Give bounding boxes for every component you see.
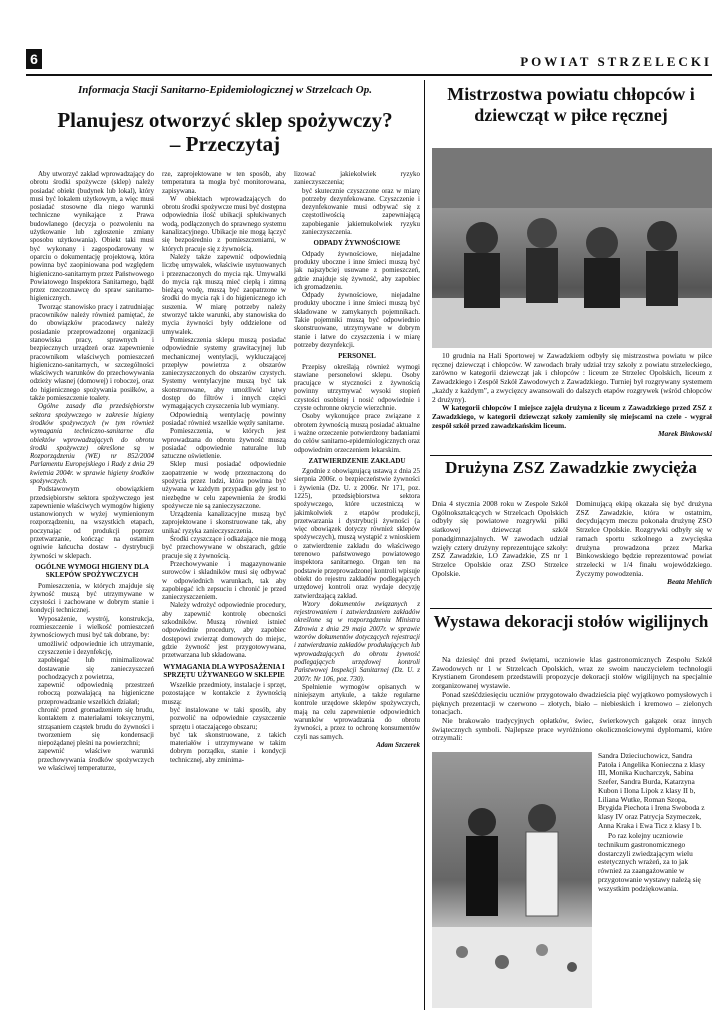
paragraph: Pomieszczenia, w których znajduje się żywność muszą być utrzymywane w czystości i zachowane w dobrym stanie i kondycji technicznej. [30, 581, 154, 615]
paragraph: Pomieszczenia sklepu muszą posiadać odpowiednie systemy grawitacyjnej lub mechanicznej wentylacji, wykluczającej przepływ powietrza z obszarów zanieczyszczonych do obszarów czystych. Systemy wentylacyjne muszą być tak skonstruowane, aby umożliwić łatwy dostęp do filtrów i innych części wymagających czyszczenia lub wymiany. [162, 335, 286, 411]
paragraph: Wzory dokumentów związanych z rejestrowaniem i zatwierdzaniem zakładów określone są w rozporządzeniu Ministra Zdrowia z dnia 29 maja 2007r. w sprawie wzorów dokumentów dotyczących rejestracji i zatwierdzania zakładów produkujących lub wprowadzających do obrotu żywność podlegających urzędowej kontroli Państwowej Inspekcji Sanitarnej (Dz. U. z 2007r. Nr 106, poz. 730). [294, 599, 420, 683]
list-item: • być tak skonstruowane, z takich materiałów i utrzymywane w takim dobrym porządku, stanie i kondycji technicznej, aby zminima- [170, 731, 286, 764]
exhibition-title: Wystawa dekoracji stołów wigilijnych [433, 612, 709, 631]
paragraph: Na dziesięć dni przed świętami, uczniowie klas gastronomicznych Zespołu Szkół Zawodowych nr 1 w Strzelcach Opolskich, wraz ze swoim nauczycielem technologii Krystianem Grondesem przedstawili propozycje dekoracji stołów wigilijnych na specjalnie zorganizowanej wystawie. [432, 655, 712, 691]
paragraph: Wszelkie przedmioty, instalacje i sprzęt, pozostające w kontakcie z żywnością muszą: [162, 681, 286, 706]
list-item: • zapewnić odpowiednią przestrzeń roboczą pozwalającą na higieniczne przeprowadzanie wszelkich działań; [38, 681, 154, 706]
subheading: WYMAGANIA DLA WYPOSAŻENIA I SPRZĘTU UŻYWANEGO W SKLEPIE [163, 662, 285, 679]
equipment-list [162, 706, 286, 764]
list-item: • być skutecznie czyszczone oraz w miarę potrzeby dezynfekowane. Czyszczenie i dezynfekowanie musi odbywać się z częstotliwością zapewniającą zapobieganie jakiemukolwiek ryzyku zanieczyszczenia. [302, 187, 420, 237]
column-divider [424, 80, 425, 1010]
subheading: ZATWIERDZENIE ZAKŁADU [308, 456, 406, 465]
paragraph: Zgodnie z obowiązującą ustawą z dnia 25 sierpnia 2006r. o bezpieczeństwie żywności i żywienia (Dz. U. z 2006r. Nr 171, poz. 1225), przedsiębiorstwa sektora spożywczego, które uczestniczą w jakimkolwiek z etapów produkcji, przetwarzania i dystrybucji żywności (a więc obowiązek dotyczy również sklepów spożywczych), muszą wystąpić z wnioskiem o zatwierdzenie zakładu do właściwego terenowo państwowego powiatowego inspektora sanitarnego. Organ ten na podstawie przeprowadzonej kontroli wpisuje obiekt do rejestru zakładów podlegających urzędowej kontroli oraz wydaje decyzję zatwierdzającą zakład. [294, 467, 420, 600]
list-item: • zapobiegać lub minimalizować dostawanie się zanieczyszczeń pochodzących z powietrza, [38, 656, 154, 681]
paragraph: Pomieszczenia, w których jest wprowadzana do obrotu żywność muszą posiadać odpowiednie naturalne lub sztuczne oświetlenie. [162, 427, 286, 461]
paragraph: Ogólne zasady dla przedsiębiorstw sektora spożywczego w zakresie higieny środków spożywczych (w tym również wymagania techniczno-sanitarne dla obiektów wprowadzających do obrotu środki spożywcze) określone są w Rozporządzeniu (WE) nr 852/2004 Parlamentu Europejskiego i Rady z dnia 29 kwietnia 2004r. w sprawie higieny środków spożywczych. [30, 402, 154, 485]
header-divider [26, 74, 712, 76]
subheading: ODPADY ŻYWNOŚCIOWE [313, 239, 401, 248]
paragraph: Przepisy określają również wymogi stawiane personelowi sklepu. Osoby pracujące w styczności z żywnością powinny utrzymywać wysoki stopień czystości osobistej i nosić odpowiednie i czyste ochronne okrycie wierzchnie. [294, 362, 420, 413]
list-item: • umożliwić odpowiednie ich utrzymanie, czyszczenie i dezynfekcję, [38, 640, 154, 657]
requirements-list [30, 640, 154, 773]
author-signature: Marek Binkowski [657, 429, 712, 439]
exhibition-intro [432, 656, 712, 743]
paragraph: lizować jakiekolwiek ryzyko zanieczyszczenia; [294, 170, 420, 187]
paragraph: Środki czyszczące i odkażające nie mogą być przechowywane w obszarach, gdzie pracuje się z żywnością. [162, 535, 286, 560]
paragraph: Przechowywanie i magazynowanie surowców i składników musi się odbywać w odpowiednich warunkach, tak aby zapobiegać ich zepsuciu i chronić je przed zanieczyszczeniem. [162, 559, 286, 602]
article-institution: Informacja Stacji Sanitarno-Epidemiologicznej w Strzelcach Op. [78, 84, 372, 96]
team-text-left: Dnia 4 stycznia 2008 roku w Zespole Szkół Ogólnokształcących w Strzelcach Opolskich odbyły się powiatowe rozgrywki piłki siatkowej dziewcząt szkół ponadgimnazjalnych. W zawodach udział wzięły cztery drużyny reprezentujące szkoły: ZSZ Zawadzkie, LO Zawadzkie, ZS nr 1 Strzelce Opolskie oraz ZSO Strzelce Opolskie. [432, 499, 568, 578]
list-item: • chronić przed gromadzeniem się brudu, kontaktem z materiałami toksycznymi, strząsaniem cząstek brudu do żywności i tworzeniem się kondensacji niepożądanej pleśni na powierzchni; [38, 706, 154, 747]
cleaning-list [294, 187, 420, 237]
article-title-line1: Planujesz otworzyć sklep spożywczy? [57, 108, 393, 132]
paragraph: Odpowiednią wentylację powinny posiadać również wszelkie węzły sanitarne. [162, 410, 286, 427]
paragraph: Osoby wykonujące prace związane z obrotem żywnością muszą posiadać aktualne i ważne orzeczenie potwierdzony badaniami do celów sanitarno-epidemiologicznych oraz odpowiednim orzeczeniem lekarskim. [294, 412, 420, 454]
author-signature: Beata Mehlich [667, 577, 712, 587]
winners-list: Sandra Dzieciuchowicz, Sandra Patoła i Angelika Konieczna z klasy III, Monika Kucharczyk, Sabina Szefer, Sandra Burda, Katarzyna Kubon i Ilona Lipok z klasy II b, Liliana Wutke, Roman Szopa, Brygida Piechota i Irena Swoboda z klasy IV oraz Patrycja Szymeczek, Anna Kraka i Ewa Ticz z klasy I b. [598, 751, 705, 830]
paragraph: Urządzenia kanalizacyjne muszą być zaprojektowane i skonstruowane tak, aby unikać ryzyka zanieczyszczenia. [162, 510, 286, 535]
paragraph: Po raz kolejny uczniowie technikum gastronomicznego dostarczyli zwiedzającym wielu estetycznych wrażeń, za to jak również za zaangażowanie w przygotowanie wystawy należą się wszystkim podziękowania. [598, 831, 701, 893]
section-header: POWIAT STRZELECKI [520, 54, 712, 69]
paragraph: Nie brakowało tradycyjnych opłatków, świec, świerkowych gałązek oraz innych świątecznych symboli. Najlepsze prace wyróżniono okolicznościowymi dyplomami, które otrzymali: [432, 715, 712, 743]
handball-photo [432, 148, 712, 348]
paragraph: Spełnienie wymogów opisanych w niniejszym artykule, a także regularne kontrole urzędowe sklepów spożywczych, mają na celu zapewnienie odpowiednich warunków wprowadzania do obrotu żywności, a przez to ochronę konsumentów czyli nas samych. [294, 682, 420, 741]
paragraph: Odpady żywnościowe, niejadalne produkty uboczne i inne śmieci muszą być składowane w zamykanych pojemnikach. Takie pojemniki muszą być odpowiednio skonstruowane, utrzymywane w dobrym stanie i łatwe do czyszczenia i w miarę potrzeby dezynfekcji. [294, 291, 420, 349]
page-number: 6 [26, 49, 42, 69]
photo-handball-players-icon [432, 148, 712, 348]
paragraph: Aby utworzyć zakład wprowadzający do obrotu środki spożywcze (sklep) należy posiadać obiekt (budynek lub lokal), który musi być lokalem użytkowym, a więc musi posiadać stosowne dla niego warunki techniczne wynikające z Prawa budowlanego (decyzja o pozwoleniu na użytkowanie lub zgłoszenie zmiany sposobu użytkowania). Obiekt taki musi być wykonany i zagospodarowany w oparciu o dokumentację projektową, która powinna być zaopiniowana pod względem higieniczno-sanitarnym przez Państwowego Powiatowego Inspektora Sanitarnego, bądź przez rzeczoznawcę do spraw sanitarno-higienicznych. [30, 170, 154, 303]
article-column-3 [294, 170, 420, 1010]
author-signature: Adam Szczerek [376, 740, 420, 749]
paragraph: Sklep musi posiadać odpowiednie zaopatrzenie w wodę przeznaczoną do spożycia przez ludzi, która powinna być używana w każdym przypadku gdy jest to niezbędne w celu zapewnienia że środki spożywcze nie są zanieczyszczone. [162, 460, 286, 510]
exhibition-photo [432, 752, 592, 1008]
paragraph: Podstawowym obowiązkiem przedsiębiorstw sektora spożywczego jest zapewnienie właściwych wymogów higieny ustanowionych w wyżej wymienionym rozporządzeniu, na wszystkich etapach, poczynając od produkcji poprzez przetwarzanie, kończąc na ostatnim ogniwie łańcucha dostaw - dystrybucji żywności w sklepach. [30, 485, 154, 560]
article-title [30, 108, 420, 156]
paragraph: Odpady żywnościowe, niejadalne produkty uboczne i inne śmieci muszą być jak najszybciej usuwane z pomieszczeń, gdzie znajduje się żywność, aby zapobiec ich gromadzeniu. [294, 249, 420, 291]
handball-title: Mistrzostwa powiatu chłopców i dziewcząt w piłce ręcznej [447, 84, 695, 125]
photo-students-table-icon [432, 752, 592, 1008]
list-item: • zapewnić właściwe warunki przechowywania środków spożywczych we właściwej temperaturze, [38, 747, 154, 772]
paragraph: Ponad sześćdziesięciu uczniów przygotowało dwadzieścia pięć wyjątkowo pomysłowych i pięknych prezentacji w czerwono – złotych, biało – niebieskich i kremowo – zielonych tonacjach. [432, 689, 712, 717]
subheading: OGÓLNE WYMOGI HIGIENY DLA SKLEPÓW SPOŻYWCZYCH [35, 562, 149, 580]
paragraph: 10 grudnia na Hali Sportowej w Zawadzkiem odbyły się mistrzostwa powiatu w piłce ręcznej dziewcząt i chłopców. W zawodach brały udział trzy szkoły z powiatu strzeleckiego, zarówno w kategorii dziewcząt jak i chłopców : liceum ze Strzelec Opolskich, liceum z Zawadzkiego i Zespół Szkół Zawodowych z Zawadzkiego. Turniej był rozgrywany systemem „każdy z każdym”, a zwycięzcy awansowali do dalszych etapów rozgrywek (wśród chłopców 2 drużyny). [432, 351, 712, 404]
team-title: Drużyna ZSZ Zawadzkie zwycięża [445, 458, 697, 477]
section-divider [430, 608, 712, 609]
list-item: • być instalowane w taki sposób, aby pozwolić na odpowiednie czyszczenie sprzętu i otaczającego obszaru; [170, 706, 286, 731]
subheading: PERSONEL [338, 352, 376, 361]
team-text-right [576, 500, 712, 587]
exhibition-winners [598, 752, 712, 893]
paragraph: Tworząc stanowisko pracy i zatrudniając pracowników należy również pamiętać, że do obowiązków pracodawcy należy posiadanie przeprowadzonej organizacji stanowiska pracy, sprawnych i bezpiecznych urządzeń oraz zapewnienie pracownikom właściwych pomieszczeń higieniczno-sanitarnych, w szczególności właściwych warunków do przechowywania odzieży własnej (domowej) i roboczej, oraz do higienicznego spożywania posiłków, a także pomieszczenie toalety. [30, 302, 154, 403]
handball-body [432, 352, 712, 439]
article-title-line2: – Przeczytaj [169, 132, 281, 156]
paragraph: W obiektach wprowadzających do obrotu środki spożywcze musi być dostępna odpowiednia ilość ubikacji spłukiwanych wodą, podłączonych do sprawnego systemu kanalizacyjnego. Ubikacje nie mogą łączyć się bezpośrednio z pomieszczeniami, w których pracuje się z żywnością. [162, 194, 286, 253]
paragraph: Należy także zapewnić odpowiednią liczbę umywalek, właściwie usytuowanych i przeznaczonych do mycia rąk. Umywalki do mycia rąk muszą mieć ciepłą i zimną bieżącą wodę, muszą być zaopatrzone w środki do mycia rąk i do higienicznego ich suszenia. W miarę potrzeby należy stworzyć także warunki, aby stanowiska do mycia żywności były oddzielone od umywalek. [162, 252, 286, 336]
paragraph: Wyposażenie, wystrój, konstrukcja, rozmieszczenie i wielkość pomieszczeń żywnościowych musi być tak dobrane, by: [30, 614, 154, 640]
paragraph: W kategorii chłopców I miejsce zajęła drużyna z liceum z Zawadzkiego przed ZSZ z Zawadzkiego, w kategorii dziewcząt szkoły zamieniły się miejscami na czele - wygrał zespół szkół przed zawadzkańskim liceum. [432, 403, 712, 430]
paragraph: Dominującą ekipą okazała się być drużyna ZSZ Zawadzkie, która w ostatnim, decydującym meczu pokonała drużynę ZSO Strzelce Opolskie. Rozgrywki odbyły się w ramach sportu szkolnego a zwycięska drużyna prowadzona przez Marka Binkowskiego będzie reprezentować powiat strzelecki w 1/4 finału wojewódzkiego. Życzymy powodzenia. [576, 499, 712, 578]
paragraph: rze, zaprojektowane w ten sposób, aby temperatura ta mogła być monitorowana, zapisywana. [162, 170, 286, 195]
article-column-1 [30, 170, 154, 1010]
section-divider [430, 455, 712, 456]
paragraph: Należy wdrożyć odpowiednie procedury, aby zapewnić kontrolę obecności szkodników. Muszą również istnieć odpowiednie procedury, aby zapobiec dostępowi zwierząt domowych do miejsc, gdzie żywność jest przygotowywana, przetwarzana lub składowana. [162, 601, 286, 660]
article-column-2 [162, 170, 286, 1010]
